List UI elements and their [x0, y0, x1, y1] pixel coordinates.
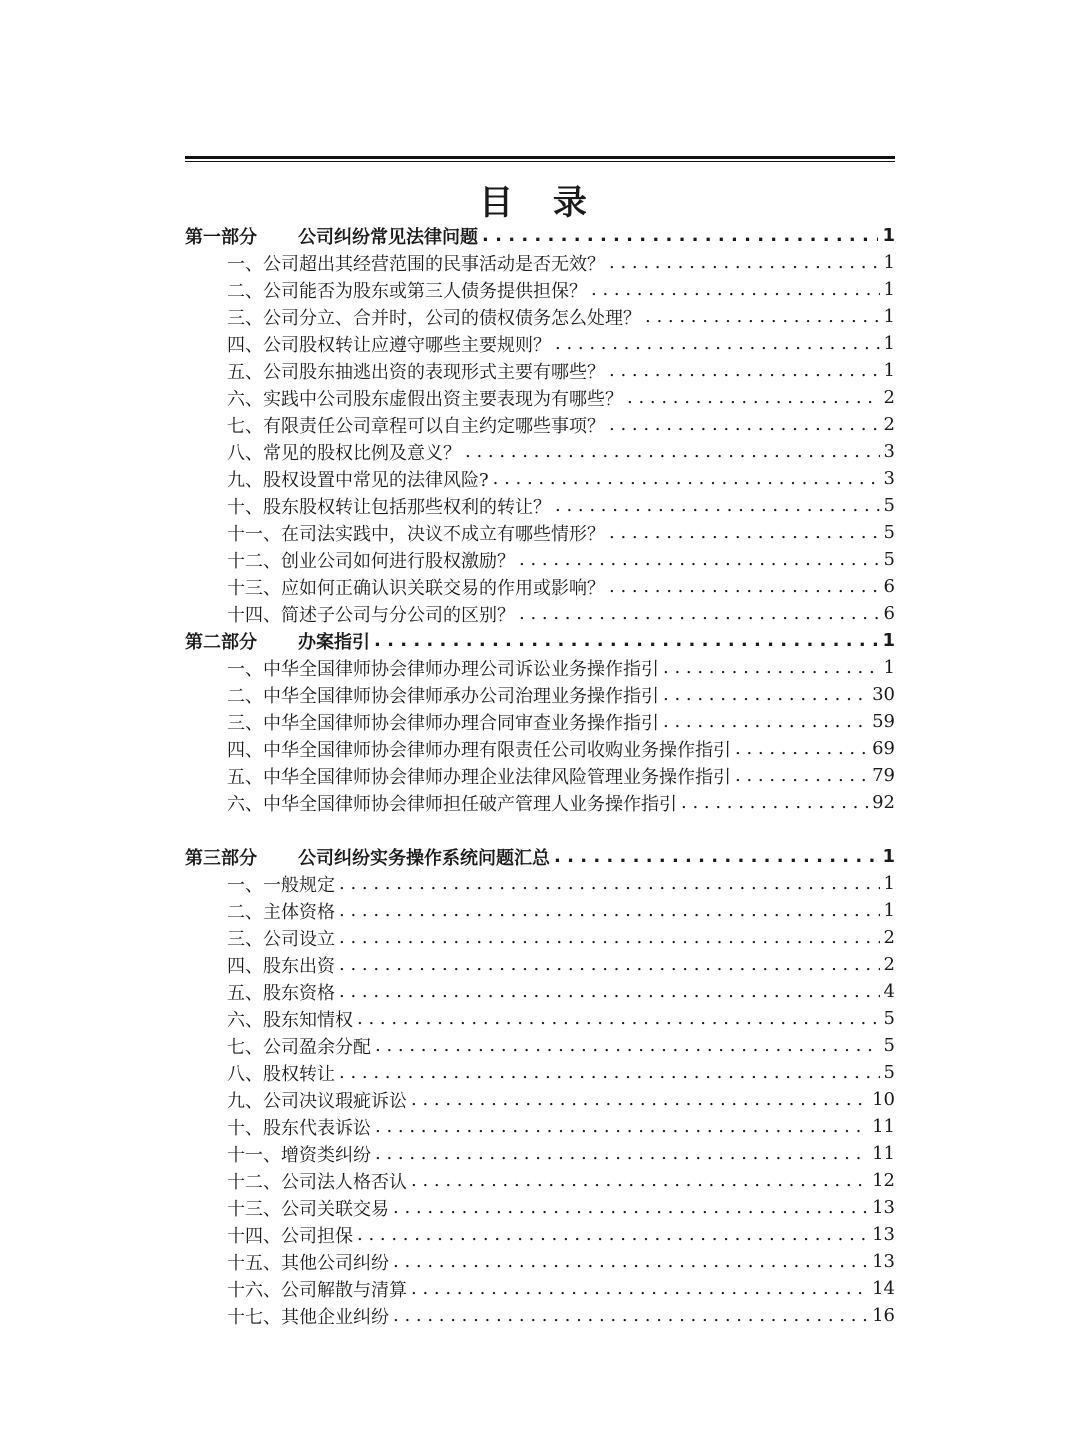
dot-leader: [411, 1275, 868, 1302]
dot-leader: [609, 249, 880, 276]
dot-leader: [393, 1302, 868, 1329]
dot-leader: [465, 438, 880, 465]
toc-entry[interactable]: [185, 330, 895, 357]
dot-leader: [735, 735, 868, 762]
page-number: 79: [872, 765, 895, 786]
entry-title: 十三、公司关联交易: [227, 1198, 389, 1220]
toc-entry[interactable]: [185, 762, 895, 789]
dot-leader: [411, 1167, 868, 1194]
toc-part-heading[interactable]: [185, 222, 895, 249]
toc-entry[interactable]: [185, 1194, 895, 1221]
dot-leader: [663, 681, 868, 708]
part-label: 第三部分: [185, 847, 257, 869]
header-rule-thick: [185, 156, 895, 159]
toc-entry[interactable]: [185, 1113, 895, 1140]
toc-entry[interactable]: [185, 789, 895, 816]
toc-entry[interactable]: [185, 978, 895, 1005]
entry-title: 十一、增资类纠纷: [227, 1144, 371, 1166]
page-number: 5: [883, 1062, 895, 1083]
part-label: 第二部分: [185, 631, 257, 653]
toc-entry[interactable]: [185, 384, 895, 411]
toc-entry[interactable]: [185, 708, 895, 735]
toc-entry[interactable]: [185, 519, 895, 546]
entry-title: 三、公司设立: [227, 928, 335, 950]
page-number: 6: [883, 576, 895, 597]
page-number: 3: [883, 441, 895, 462]
part-title: 公司纠纷实务操作系统问题汇总: [298, 847, 550, 869]
toc-entry[interactable]: [185, 465, 895, 492]
page-number: 5: [883, 549, 895, 570]
entry-title: 十二、创业公司如何进行股权激励？: [227, 550, 515, 572]
dot-leader: [609, 573, 880, 600]
page-number: 1: [883, 279, 895, 300]
page-number: 59: [872, 711, 895, 732]
entry-title: 五、公司股东抽逃出资的表现形式主要有哪些？: [227, 361, 605, 383]
dot-leader: [339, 897, 880, 924]
toc-entry[interactable]: [185, 1302, 895, 1329]
toc-entry[interactable]: [185, 357, 895, 384]
page-number: 12: [872, 1170, 895, 1191]
page-number: 1: [883, 252, 895, 273]
page-number: 5: [883, 495, 895, 516]
header-rule-thin: [185, 161, 895, 162]
dot-leader: [493, 465, 880, 492]
page-number: 5: [883, 522, 895, 543]
entry-title: 十三、应如何正确认识关联交易的作用或影响？: [227, 577, 605, 599]
dot-leader: [555, 330, 880, 357]
page-number: 1: [883, 900, 895, 921]
entry-title: 十六、公司解散与清算: [227, 1279, 407, 1301]
toc-entry[interactable]: [185, 897, 895, 924]
part-title: 公司纠纷常见法律问题: [298, 226, 478, 248]
dot-leader: [519, 600, 880, 627]
page-number: 10: [872, 1089, 895, 1110]
entry-title: 四、公司股权转让应遵守哪些主要规则？: [227, 334, 551, 356]
dot-leader: [357, 1005, 880, 1032]
page-number: 1: [883, 657, 895, 678]
entry-title: 九、公司决议瑕疵诉讼: [227, 1090, 407, 1112]
dot-leader: [681, 789, 868, 816]
dot-leader: [393, 1248, 868, 1275]
dot-leader: [339, 978, 880, 1005]
toc-entry[interactable]: [185, 303, 895, 330]
dot-leader: [375, 1140, 868, 1167]
page-number: 2: [883, 387, 895, 408]
entry-title: 八、常见的股权比例及意义？: [227, 442, 461, 464]
page-number: 13: [872, 1251, 895, 1272]
entry-title: 十、股东股权转让包括那些权利的转让？: [227, 496, 551, 518]
page-number: 6: [883, 603, 895, 624]
entry-title: 七、有限责任公司章程可以自主约定哪些事项？: [227, 415, 605, 437]
dot-leader: [482, 222, 878, 249]
entry-title: 一、中华全国律师协会律师办理公司诉讼业务操作指引: [227, 658, 659, 680]
entry-title: 五、中华全国律师协会律师办理企业法律风险管理业务操作指引: [227, 766, 731, 788]
toc-entry[interactable]: [185, 1221, 895, 1248]
entry-title: 二、中华全国律师协会律师承办公司治理业务操作指引: [227, 685, 659, 707]
dot-leader: [339, 1059, 880, 1086]
dot-leader: [357, 1221, 868, 1248]
toc-entry[interactable]: [185, 1248, 895, 1275]
entry-title: 十四、公司担保: [227, 1225, 353, 1247]
dot-leader: [555, 492, 880, 519]
page-number: 1: [883, 306, 895, 327]
toc-entry[interactable]: [185, 1005, 895, 1032]
entry-title: 十五、其他公司纠纷: [227, 1252, 389, 1274]
entry-title: 十一、在司法实践中，决议不成立有哪些情形？: [227, 523, 605, 545]
toc-part-heading[interactable]: [185, 843, 895, 870]
dot-leader: [591, 276, 880, 303]
header-double-rule: [185, 156, 895, 163]
dot-leader: [375, 1032, 880, 1059]
dot-leader: [411, 1086, 868, 1113]
toc-entry[interactable]: [185, 1167, 895, 1194]
toc-entry[interactable]: [185, 1032, 895, 1059]
toc-entry[interactable]: [185, 735, 895, 762]
dot-leader: [339, 924, 880, 951]
dot-leader: [609, 519, 880, 546]
dot-leader: [609, 357, 880, 384]
entry-title: 六、股东知情权: [227, 1009, 353, 1031]
page-number: 13: [872, 1224, 895, 1245]
dot-leader: [339, 870, 880, 897]
entry-title: 十二、公司法人格否认: [227, 1171, 407, 1193]
page-number: 92: [872, 792, 895, 813]
page-number: 1: [883, 360, 895, 381]
entry-title: 九、股权设置中常见的法律风险?: [227, 469, 489, 491]
entry-title: 十七、其他企业纠纷: [227, 1306, 389, 1328]
entry-title: 十四、简述子公司与分公司的区别？: [227, 604, 515, 626]
entry-title: 三、中华全国律师协会律师办理合同审查业务操作指引: [227, 712, 659, 734]
dot-leader: [519, 546, 880, 573]
toc-entry[interactable]: [185, 492, 895, 519]
toc-entry[interactable]: [185, 1059, 895, 1086]
page-number: 30: [872, 684, 895, 705]
toc-entry[interactable]: [185, 276, 895, 303]
entry-title: 四、中华全国律师协会律师办理有限责任公司收购业务操作指引: [227, 739, 731, 761]
entry-title: 二、公司能否为股东或第三人债务提供担保？: [227, 280, 587, 302]
part-title: 办案指引: [298, 631, 370, 653]
toc-entry[interactable]: [185, 681, 895, 708]
page-number: 69: [872, 738, 895, 759]
dot-leader: [735, 762, 868, 789]
dot-leader: [554, 843, 878, 870]
toc-entry[interactable]: [185, 924, 895, 951]
dot-leader: [627, 384, 880, 411]
page-number: 2: [883, 414, 895, 435]
entry-title: 八、股权转让: [227, 1063, 335, 1085]
dot-leader: [339, 951, 880, 978]
toc-title: 目 录: [479, 183, 601, 223]
toc-entry[interactable]: [185, 870, 895, 897]
toc-entry[interactable]: [185, 600, 895, 627]
toc-entry[interactable]: [185, 573, 895, 600]
page-number: 1: [883, 873, 895, 894]
entry-title: 三、公司分立、合并时，公司的债权债务怎么处理？: [227, 307, 641, 329]
dot-leader: [663, 708, 868, 735]
dot-leader: [609, 411, 880, 438]
toc-entry[interactable]: [185, 411, 895, 438]
toc-entry[interactable]: [185, 1140, 895, 1167]
toc-entry[interactable]: [185, 1275, 895, 1302]
dot-leader: [663, 654, 880, 681]
page-number: 2: [883, 927, 895, 948]
toc-entry[interactable]: [185, 951, 895, 978]
page-number: 16: [872, 1305, 895, 1326]
dot-leader: [645, 303, 880, 330]
page-number: 4: [883, 981, 895, 1002]
dot-leader: [374, 627, 878, 654]
page-number: 1: [883, 333, 895, 354]
page-number: 13: [872, 1197, 895, 1218]
entry-title: 四、股东出资: [227, 955, 335, 977]
entry-title: 五、股东资格: [227, 982, 335, 1004]
entry-title: 一、公司超出其经营范围的民事活动是否无效？: [227, 253, 605, 275]
page-number: 3: [883, 468, 895, 489]
toc-entry[interactable]: [185, 654, 895, 681]
page-number: 1: [882, 225, 895, 246]
entry-title: 六、中华全国律师协会律师担任破产管理人业务操作指引: [227, 793, 677, 815]
entry-title: 七、公司盈余分配: [227, 1036, 371, 1058]
part-label: 第一部分: [185, 226, 257, 248]
page-number: 1: [882, 846, 895, 867]
dot-leader: [375, 1113, 868, 1140]
entry-title: 十、股东代表诉讼: [227, 1117, 371, 1139]
toc-entry[interactable]: [185, 546, 895, 573]
page-number: 2: [883, 954, 895, 975]
page-number: 11: [872, 1116, 895, 1137]
entry-title: 六、实践中公司股东虚假出资主要表现为有哪些？: [227, 388, 623, 410]
page-number: 11: [872, 1143, 895, 1164]
page-number: 5: [883, 1035, 895, 1056]
toc-entry[interactable]: [185, 249, 895, 276]
toc-part-heading[interactable]: [185, 627, 895, 654]
page-number: 1: [882, 630, 895, 651]
dot-leader: [393, 1194, 868, 1221]
toc-entry[interactable]: [185, 438, 895, 465]
entry-title: 一、一般规定: [227, 874, 335, 896]
entry-title: 二、主体资格: [227, 901, 335, 923]
page-number: 5: [883, 1008, 895, 1029]
page-number: 14: [872, 1278, 895, 1299]
toc-entry[interactable]: [185, 1086, 895, 1113]
